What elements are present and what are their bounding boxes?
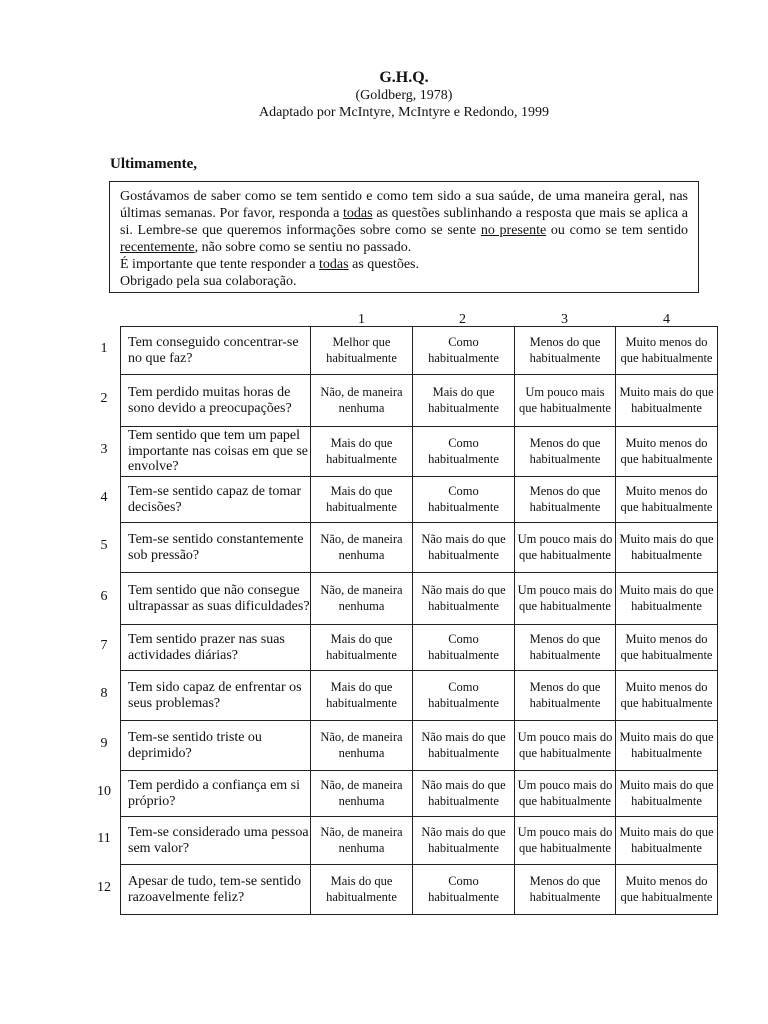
answer-option-1[interactable]: Melhor que habitualmente (311, 327, 413, 375)
underlined-word: todas (343, 206, 373, 221)
answer-option-1[interactable]: Mais do que habitualmente (311, 625, 413, 671)
answer-option-4[interactable]: Muito menos do que habitualmente (616, 625, 718, 671)
answer-option-1[interactable]: Não, de maneira nenhuma (311, 817, 413, 865)
instructions-text: , não sobre como se sentiu no passado. (194, 240, 412, 255)
underlined-word: recentemente (120, 240, 195, 255)
answer-option-2[interactable]: Como habitualmente (413, 865, 515, 915)
row-number: 9 (100, 736, 108, 751)
question-text: Tem perdido muitas horas de sono devido a preocupações? (121, 375, 311, 427)
answer-option-4[interactable]: Muito mais do que habitualmente (616, 721, 718, 771)
answer-option-3[interactable]: Um pouco mais do que habitualmente (515, 817, 616, 865)
table-row (121, 721, 718, 771)
table-row (121, 427, 718, 477)
table-row (121, 523, 718, 573)
table-row (121, 477, 718, 523)
table-row (121, 865, 718, 915)
answer-option-2[interactable]: Não mais do que habitualmente (413, 523, 515, 573)
question-text: Tem sentido que não consegue ultrapassar as suas dificuldades? (121, 573, 311, 625)
table-row (121, 375, 718, 427)
column-number: 1 (358, 312, 365, 327)
row-number: 6 (100, 589, 108, 604)
answer-option-3[interactable]: Um pouco mais do que habitualmente (515, 523, 616, 573)
answer-option-2[interactable]: Como habitualmente (413, 625, 515, 671)
question-text: Tem-se considerado uma pessoa sem valor? (121, 817, 311, 865)
instructions-paragraph (120, 256, 688, 273)
underlined-word: todas (319, 257, 349, 272)
source-citation: (Goldberg, 1978) (355, 88, 453, 103)
instructions-text: as questões. (348, 257, 419, 272)
adaptation-credit: Adaptado por McIntyre, McIntyre e Redondo, 1999 (258, 105, 550, 120)
page-title: G.H.Q. (379, 69, 429, 86)
row-number: 4 (100, 490, 108, 505)
answer-option-2[interactable]: Não mais do que habitualmente (413, 721, 515, 771)
row-number: 3 (100, 442, 108, 457)
answer-option-3[interactable]: Menos do que habitualmente (515, 477, 616, 523)
row-number: 12 (97, 880, 111, 895)
answer-option-1[interactable]: Mais do que habitualmente (311, 427, 413, 477)
answer-option-3[interactable]: Menos do que habitualmente (515, 427, 616, 477)
underlined-word: no presente (480, 223, 547, 238)
answer-option-4[interactable]: Muito mais do que habitualmente (616, 375, 718, 427)
table-row (121, 625, 718, 671)
column-number: 3 (561, 312, 568, 327)
answer-option-1[interactable]: Não, de maneira nenhuma (311, 375, 413, 427)
table-row (121, 671, 718, 721)
question-text: Tem-se sentido capaz de tomar decisões? (121, 477, 311, 523)
answer-option-3[interactable]: Menos do que habitualmente (515, 327, 616, 375)
answer-option-4[interactable]: Muito mais do que habitualmente (616, 523, 718, 573)
answer-option-1[interactable]: Não, de maneira nenhuma (311, 721, 413, 771)
answer-option-2[interactable]: Mais do que habitualmente (413, 375, 515, 427)
question-text: Tem sido capaz de enfrentar os seus problemas? (121, 671, 311, 721)
table-row (121, 817, 718, 865)
instructions-text: É importante que tente responder a (120, 257, 320, 272)
row-number: 10 (97, 784, 111, 799)
instructions-text: ou como se tem sentido (546, 223, 688, 238)
answer-option-2[interactable]: Não mais do que habitualmente (413, 573, 515, 625)
answer-option-4[interactable]: Muito menos do que habitualmente (616, 427, 718, 477)
answer-option-4[interactable]: Muito mais do que habitualmente (616, 817, 718, 865)
table-row (121, 771, 718, 817)
instructions-text: Gostávamos de saber como se tem sentido e como tem sido a sua saúde, de uma maneira geral, nas últimas semanas. Por favor, responda a (120, 189, 688, 221)
answer-option-4[interactable]: Muito menos do que habitualmente (616, 865, 718, 915)
instructions-box (109, 181, 699, 293)
answer-option-2[interactable]: Não mais do que habitualmente (413, 817, 515, 865)
answer-option-3[interactable]: Um pouco mais do que habitualmente (515, 721, 616, 771)
answer-option-3[interactable]: Menos do que habitualmente (515, 671, 616, 721)
answer-option-4[interactable]: Muito mais do que habitualmente (616, 573, 718, 625)
answer-option-1[interactable]: Mais do que habitualmente (311, 671, 413, 721)
question-text: Tem sentido prazer nas suas actividades diárias? (121, 625, 311, 671)
row-number: 2 (100, 391, 108, 406)
question-text: Tem perdido a confiança em si próprio? (121, 771, 311, 817)
answer-option-2[interactable]: Como habitualmente (413, 477, 515, 523)
answer-option-1[interactable]: Mais do que habitualmente (311, 865, 413, 915)
row-number: 8 (100, 686, 108, 701)
table-row (121, 327, 718, 375)
question-text: Tem conseguido concentrar-se no que faz? (121, 327, 311, 375)
answer-option-4[interactable]: Muito menos do que habitualmente (616, 327, 718, 375)
question-text: Tem sentido que tem um papel importante nas coisas em que se envolve? (121, 427, 311, 477)
column-number: 4 (663, 312, 670, 327)
thank-you-note: Obrigado pela sua colaboração. (120, 274, 297, 289)
answer-option-2[interactable]: Como habitualmente (413, 327, 515, 375)
answer-option-3[interactable]: Um pouco mais que habitualmente (515, 375, 616, 427)
answer-option-2[interactable]: Como habitualmente (413, 671, 515, 721)
questionnaire-table (120, 326, 718, 915)
answer-option-2[interactable]: Não mais do que habitualmente (413, 771, 515, 817)
lead-heading: Ultimamente, (110, 156, 198, 172)
row-number: 1 (100, 341, 108, 356)
answer-option-4[interactable]: Muito menos do que habitualmente (616, 671, 718, 721)
answer-option-1[interactable]: Não, de maneira nenhuma (311, 523, 413, 573)
row-number: 5 (100, 538, 108, 553)
question-text: Tem-se sentido triste ou deprimido? (121, 721, 311, 771)
row-number: 7 (100, 638, 108, 653)
header (0, 68, 768, 121)
answer-option-4[interactable]: Muito mais do que habitualmente (616, 771, 718, 817)
answer-option-1[interactable]: Não, de maneira nenhuma (311, 573, 413, 625)
row-number: 11 (97, 831, 111, 846)
answer-option-3[interactable]: Menos do que habitualmente (515, 625, 616, 671)
question-text: Apesar de tudo, tem-se sentido razoavelmente feliz? (121, 865, 311, 915)
answer-option-1[interactable]: Não, de maneira nenhuma (311, 771, 413, 817)
instructions-text: as questões sublinhando a resposta que mais se aplica a si. Lembre-se que queremos informações sobre como se sente (120, 206, 688, 238)
answer-option-3[interactable]: Um pouco mais do que habitualmente (515, 771, 616, 817)
question-text: Tem-se sentido constantemente sob pressão? (121, 523, 311, 573)
answer-option-1[interactable]: Mais do que habitualmente (311, 477, 413, 523)
answer-option-4[interactable]: Muito menos do que habitualmente (616, 477, 718, 523)
column-number: 2 (459, 312, 466, 327)
table-row (121, 573, 718, 625)
answer-option-3[interactable]: Um pouco mais do que habitualmente (515, 573, 616, 625)
instructions-paragraph (120, 188, 688, 256)
answer-option-3[interactable]: Menos do que habitualmente (515, 865, 616, 915)
answer-option-2[interactable]: Como habitualmente (413, 427, 515, 477)
